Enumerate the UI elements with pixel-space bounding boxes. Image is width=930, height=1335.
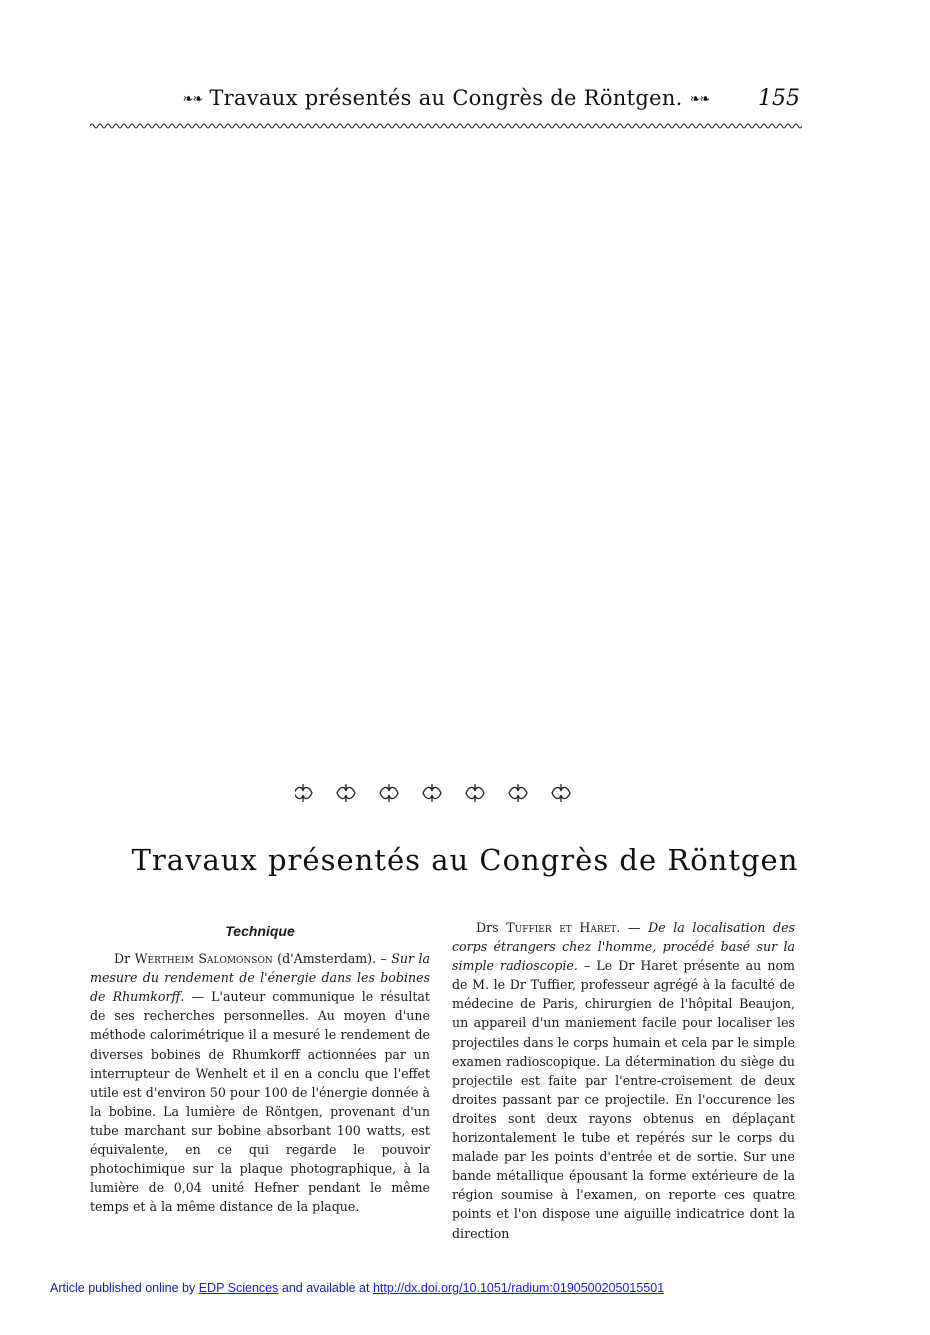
fleuron-ornament-row <box>295 780 585 806</box>
doi-link[interactable]: http://dx.doi.org/10.1051/radium:0190500205015501 <box>372 1281 665 1295</box>
ornament-left-icon: ❧❧ <box>182 92 203 107</box>
ornament-right-icon: ❧❧ <box>689 92 710 107</box>
section-heading: Technique <box>225 923 295 939</box>
footer-middle: and available at <box>281 1281 370 1295</box>
author-place: (d'Amsterdam). – <box>277 951 387 967</box>
article-title: Sur la mesure du rendement de l'énergie dans les bobines de Rhumkorff. <box>90 951 430 1005</box>
fleuron-icon <box>423 784 441 802</box>
fleuron-icon <box>337 784 355 802</box>
running-title <box>90 86 802 110</box>
fleuron-icons <box>295 780 585 806</box>
author-prefix: Dr <box>114 951 131 967</box>
fleuron-icon <box>552 784 570 802</box>
article-tuffier-haret <box>452 918 795 1243</box>
author-prefix: Drs <box>476 920 499 935</box>
page-number: 155 <box>758 86 800 111</box>
publication-footer <box>50 1281 664 1295</box>
wavy-rule-divider <box>90 121 802 131</box>
footer-prefix: Article published online by <box>50 1281 196 1295</box>
running-header <box>90 86 802 116</box>
article-wertheim <box>90 949 430 1216</box>
publisher-link[interactable]: EDP Sciences <box>198 1281 279 1295</box>
left-column <box>90 918 430 1216</box>
running-title-text: Travaux présentés au Congrès de Röntgen. <box>209 86 683 110</box>
author-names: Tuffier et Haret. <box>506 920 621 935</box>
fleuron-icon <box>380 784 398 802</box>
fleuron-icon <box>295 784 312 802</box>
article-body: — L'auteur communique le résultat de ses recherches personnelles. Au moyen d'une méthode calorimétrique il a mesuré le rendement de diverses bobines de Rhumkorff actionnées par un interrupteur de Wenhelt et il en a conclu que l'effet utile est d'environ 50 pour 100 de l'énergie donnée à la bobine. La lumière de Röntgen, provenant d'un tube marchant sur bobine absorbant 100 watts, est équivalente, en ce qui regarde le pouvoir photochimique sur la plaque photographique, à la lumière de 0,04 unité Hefner pendant le même temps et à la même distance de la plaque. <box>90 989 430 1215</box>
article-title: — De la localisation des corps étrangers chez l'homme, procédé basé sur la simple radioscopie. <box>452 920 795 974</box>
fleuron-icon <box>466 784 484 802</box>
main-title: Travaux présentés au Congrès de Röntgen <box>131 843 799 877</box>
author-name: Wertheim Salomonson <box>134 951 273 967</box>
article-body: – Le Dr Haret présente au nom de M. le Dr Tuffier, professeur agrégé à la faculté de médecine de Paris, chirurgien de l'hôpital Beaujon, un appareil d'un maniement facile pour localiser les projectiles dans le corps humain et cela par le simple examen radioscopique. La détermination du siège du projectile est faite par l'entre-croisement de deux droites passant par ce projectile. En l'occurence les droites sont deux rayons obtenus en déplaçant horizontalement le tube et repérés sur le corps du malade par les points d'entrée et de sortie. Sur une bande métallique épousant la forme extérieure de la région soumise à l'examen, on reporte ces quatre points et l'on dispose une aiguille indicatrice dont la direction <box>452 958 795 1241</box>
right-column <box>452 918 795 1243</box>
fleuron-icon <box>509 784 527 802</box>
